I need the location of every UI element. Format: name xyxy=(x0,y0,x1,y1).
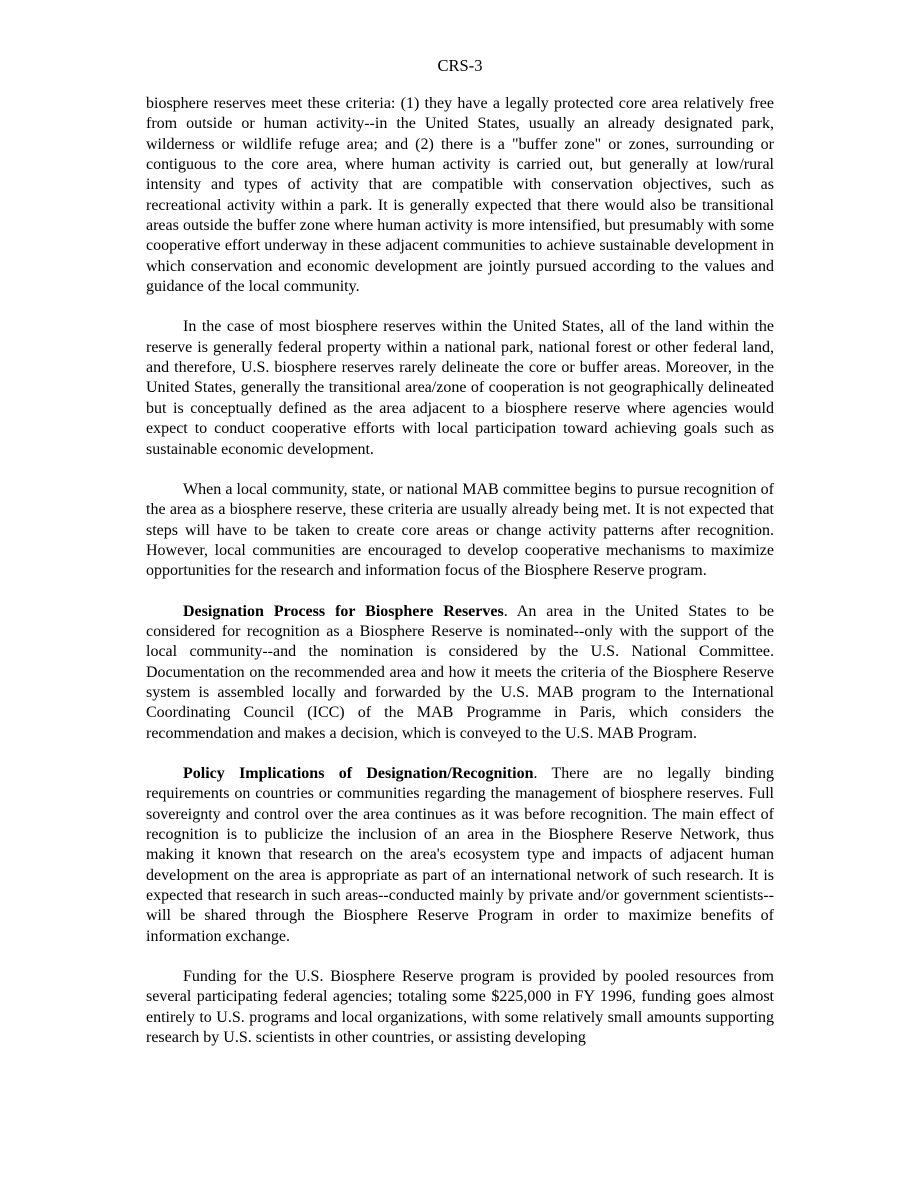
paragraph-recognition: When a local community, state, or national MAB committee begins to pursue recognition of the area as a biosphere reserve, these criteria are usually already being met. It is not expected that steps will have to be taken to create core areas or change activity patterns after recognition. However, local communities are encouraged to develop cooperative mechanisms to maximize opportunities for the research and information focus of the Biosphere Reserve program. xyxy=(146,480,774,580)
page-number-header: CRS-3 xyxy=(437,56,483,75)
body-text xyxy=(146,94,774,1048)
paragraph-designation-process-text: . An area in the United States to be considered for recognition as a Biosphere Reserve is nominated--only with the support of the local community--and the nomination is considered by the U.S. National Committee. Documentation on the recommended area and how it meets the criteria of the Biosphere Reserve system is assembled locally and forwarded by the U.S. MAB program to the International Coordinating Council (ICC) of the MAB Programme in Paris, which considers the recommendation and makes a decision, which is conveyed to the U.S. MAB Program. xyxy=(146,602,774,742)
paragraph-policy-implications xyxy=(146,764,774,947)
paragraph-funding: Funding for the U.S. Biosphere Reserve program is provided by pooled resources from several participating federal agencies; totaling some $225,000 in FY 1996, funding goes almost entirely to U.S. programs and local organizations, with some relatively small amounts supporting research by U.S. scientists in other countries, or assisting developing xyxy=(146,968,774,1047)
paragraph-criteria: biosphere reserves meet these criteria: (1) they have a legally protected core area relatively free from outside or human activity--in the United States, usually an already designated park, wilderness or wildlife refuge area; and (2) there is a "buffer zone" or zones, surrounding or contiguous to the core area, where human activity is carried out, but generally at low/rural intensity and types of activity that are compatible with conservation objectives, such as recreational activity within a park. It is generally expected that there would also be transitional areas outside the buffer zone where human activity is more intensified, but presumably with some cooperative effort underway in these adjacent communities to achieve sustainable development in which conservation and economic development are jointly pursued according to the values and guidance of the local community. xyxy=(146,95,774,296)
paragraph-designation-process xyxy=(146,602,774,744)
section-heading-designation-process: Designation Process for Biosphere Reserves xyxy=(183,602,504,620)
paragraph-policy-implications-text: . There are no legally binding requirements on countries or communities regarding the management of biosphere reserves. Full sovereignty and control over the area continues as it was before recognition. The main effect of recognition is to publicize the inclusion of an area in the Biosphere Reserve Network, thus making it known that research on the area's ecosystem type and impacts of adjacent human development on the area is appropriate as part of an international network of such research. It is expected that research in such areas--conducted mainly by private and/or government scientists--will be shared through the Biosphere Reserve Program in order to maximize benefits of information exchange. xyxy=(146,764,774,945)
section-heading-policy-implications: Policy Implications of Designation/Recognition xyxy=(183,764,534,782)
paragraph-us-reserves: In the case of most biosphere reserves within the United States, all of the land within the reserve is generally federal property within a national park, national forest or other federal land, and therefore, U.S. biosphere reserves rarely delineate the core or buffer areas. Moreover, in the United States, generally the transitional area/zone of cooperation is not geographically delineated but is conceptually defined as the area adjacent to a biosphere reserve where agencies would expect to conduct cooperative efforts with local participation toward achieving goals such as sustainable economic development. xyxy=(146,318,774,458)
